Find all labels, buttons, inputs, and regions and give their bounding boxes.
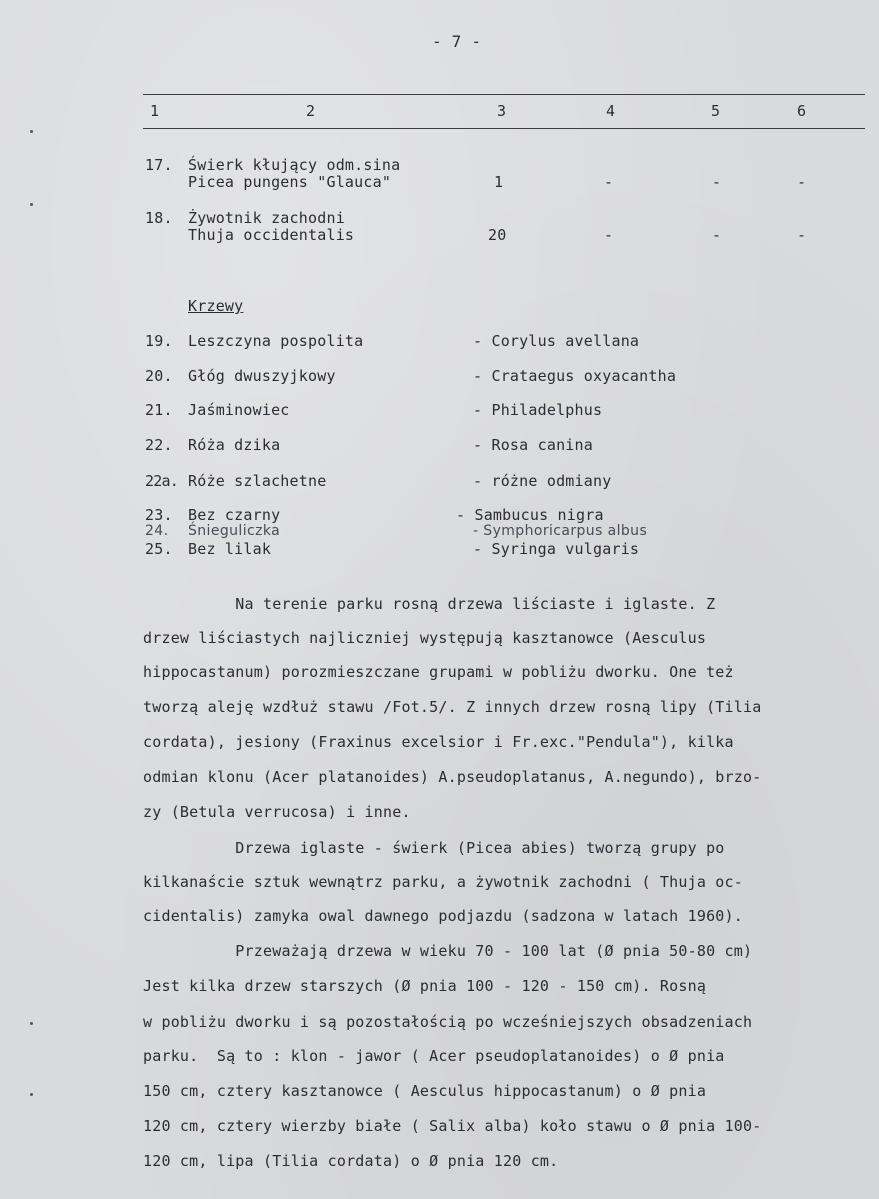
text-line: hippocastanum) porozmieszczane grupami w pobliżu dworku. One też bbox=[143, 663, 734, 681]
cell-col6: - bbox=[797, 226, 807, 244]
column-header-6: 6 bbox=[797, 102, 807, 120]
text-line: 150 cm, cztery kasztanowce ( Aesculus hippocastanum) o Ø pnia bbox=[143, 1082, 707, 1100]
section-heading-shrubs: Krzewy bbox=[188, 297, 244, 315]
text-line: odmian klonu (Acer platanoides) A.pseudoplatanus, A.negundo), brzo- bbox=[143, 768, 762, 786]
item-number: 22a. bbox=[145, 472, 178, 490]
text-line: Jest kilka drzew starszych (Ø pnia 100 - 120 - 150 cm). Rosną bbox=[143, 977, 707, 995]
cell-col4: - bbox=[604, 226, 614, 244]
text-line: w pobliżu dworku i są pozostałością po wcześniejszych obsadzeniach bbox=[143, 1013, 753, 1031]
item-number: 24. bbox=[145, 523, 169, 539]
shrub-name-pl: Jaśminowiec bbox=[188, 401, 290, 419]
column-header-4: 4 bbox=[606, 102, 616, 120]
text-line: Drzewa iglaste - świerk (Picea abies) tworzą grupy po bbox=[143, 839, 725, 857]
shrub-name-lat: - Symphoricarpus albus bbox=[473, 523, 648, 539]
table-header-rule bbox=[143, 128, 865, 129]
text-line: tworzą aleję wzdłuż stawu /Fot.5/. Z innych drzew rosną lipy (Tilia bbox=[143, 698, 762, 716]
text-line: parku. Są to : klon - jawor ( Acer pseudoplatanoides) o Ø pnia bbox=[143, 1047, 725, 1065]
item-number: 19. bbox=[145, 332, 173, 350]
text-line: cidentalis) zamyka owal dawnego podjazdu (sadzona w latach 1960). bbox=[143, 907, 743, 925]
item-number: 22. bbox=[145, 436, 173, 454]
cell-col6: - bbox=[797, 173, 807, 191]
cell-col5: - bbox=[712, 173, 722, 191]
species-name-lat: Thuja occidentalis bbox=[188, 226, 355, 244]
shrub-name-pl: Śnieguliczka bbox=[188, 523, 281, 539]
text-line: cordata), jesiony (Fraxinus excelsior i Fr.exc."Pendula"), kilka bbox=[143, 733, 734, 751]
text-line: Przeważają drzewa w wieku 70 - 100 lat (Ø pnia 50-80 cm) bbox=[143, 942, 753, 960]
column-header-2: 2 bbox=[306, 102, 316, 120]
text-line: 120 cm, cztery wierzby białe ( Salix alba) koło stawu o Ø pnia 100- bbox=[143, 1117, 762, 1135]
page-number: - 7 - bbox=[432, 32, 482, 51]
cell-col5: - bbox=[712, 226, 722, 244]
column-header-3: 3 bbox=[497, 102, 507, 120]
shrub-name-pl: Róża dzika bbox=[188, 436, 281, 454]
shrub-name-lat: - Syringa vulgaris bbox=[473, 540, 640, 558]
shrub-name-pl: Leszczyna pospolita bbox=[188, 332, 364, 350]
row-number: 18. bbox=[145, 209, 173, 227]
column-header-1: 1 bbox=[150, 102, 160, 120]
species-name-pl: Żywotnik zachodni bbox=[188, 209, 345, 227]
item-number: 20. bbox=[145, 367, 173, 385]
shrub-name-lat: - Corylus avellana bbox=[473, 332, 640, 350]
item-number: 23. bbox=[145, 506, 173, 524]
text-line: zy (Betula verrucosa) i inne. bbox=[143, 803, 411, 821]
row-number: 17. bbox=[145, 156, 173, 174]
text-line: drzew liściastych najliczniej występują kasztanowce (Aesculus bbox=[143, 629, 707, 647]
shrub-name-pl: Bez lilak bbox=[188, 540, 272, 558]
text-line: kilkanaście sztuk wewnątrz parku, a żywotnik zachodni ( Thuja oc- bbox=[143, 873, 743, 891]
table-top-rule bbox=[143, 94, 865, 95]
shrub-name-pl: Głóg dwuszyjkowy bbox=[188, 367, 336, 385]
margin-mark bbox=[30, 130, 33, 133]
shrub-name-pl: Róże szlachetne bbox=[188, 472, 327, 490]
shrub-name-lat: - różne odmiany bbox=[473, 472, 612, 490]
column-header-5: 5 bbox=[711, 102, 721, 120]
shrub-name-lat: - Philadelphus bbox=[473, 401, 603, 419]
margin-mark bbox=[30, 203, 33, 206]
margin-mark bbox=[30, 1022, 33, 1025]
cell-col4: - bbox=[604, 173, 614, 191]
species-name-lat: Picea pungens "Glauca" bbox=[188, 173, 392, 191]
shrub-name-pl: Bez czarny bbox=[188, 506, 281, 524]
text-line: 120 cm, lipa (Tilia cordata) o Ø pnia 120 cm. bbox=[143, 1152, 559, 1170]
cell-col3: 1 bbox=[494, 173, 504, 191]
item-number: 25. bbox=[145, 540, 173, 558]
shrub-name-lat: - Crataegus oxyacantha bbox=[473, 367, 677, 385]
shrub-name-lat: - Sambucus nigra bbox=[456, 506, 604, 524]
margin-mark bbox=[30, 1093, 33, 1096]
item-number: 21. bbox=[145, 401, 173, 419]
shrub-name-lat: - Rosa canina bbox=[473, 436, 593, 454]
text-line: Na terenie parku rosną drzewa liściaste i iglaste. Z bbox=[143, 595, 716, 613]
species-name-pl: Świerk kłujący odm.sina bbox=[188, 156, 401, 174]
cell-col3: 20 bbox=[488, 226, 507, 244]
